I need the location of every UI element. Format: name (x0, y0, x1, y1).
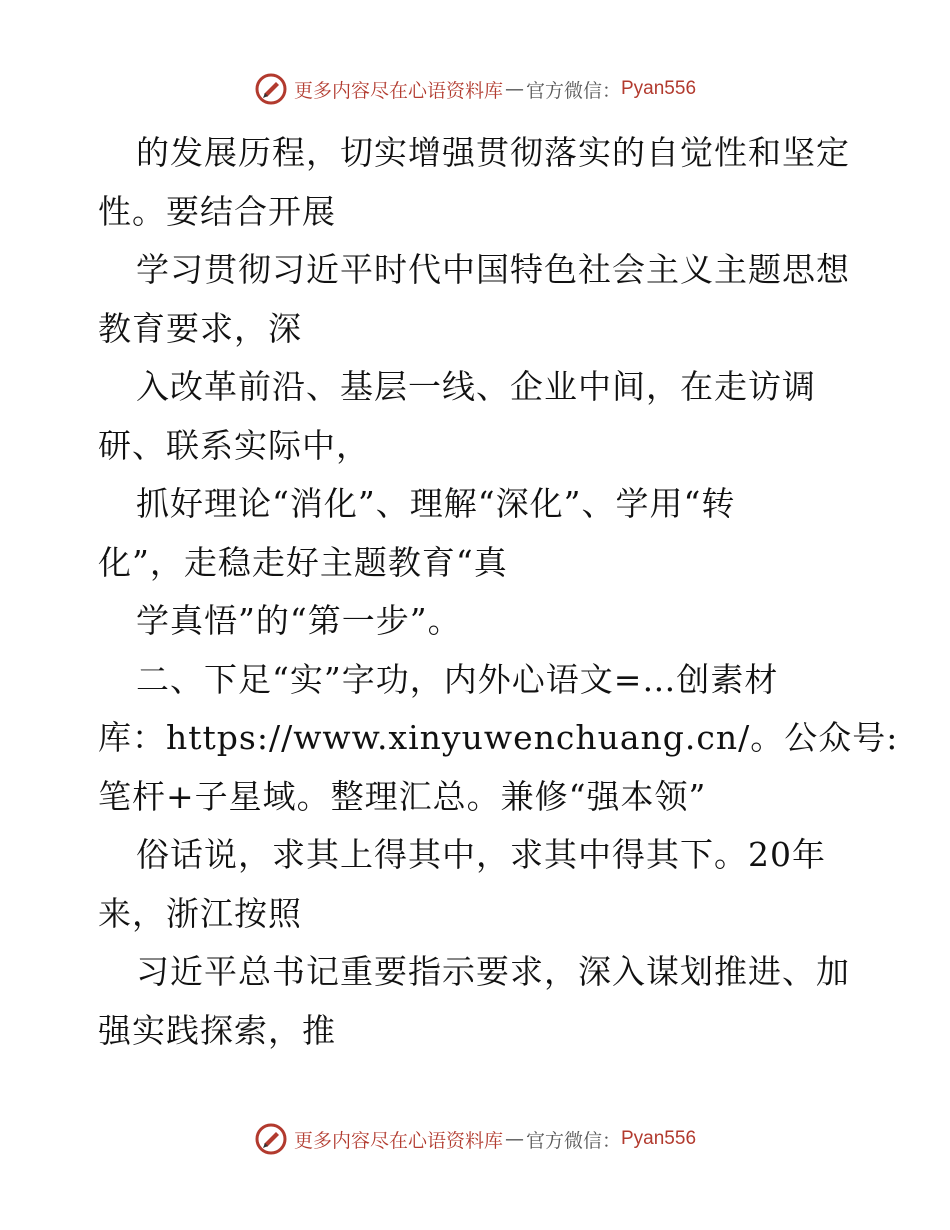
text-line: 研、联系实际中， (98, 425, 370, 465)
document-body (98, 124, 899, 1060)
header-separator: — (504, 78, 524, 100)
text-line: 抓好理论“消化”、理解“深化”、学用“转 (136, 484, 736, 523)
header-wechat-label: 官方微信： (525, 79, 621, 102)
footer-wechat-id: Pyan556 (621, 1128, 697, 1149)
brand-logo-icon (254, 72, 288, 106)
text-line: 的发展历程，切实增强贯彻落实的自觉性和坚定 (136, 133, 850, 172)
header-brand-text: 更多内容尽在心语资料库 (293, 79, 503, 102)
text-line: 入改革前沿、基层一线、企业中间，在走访调 (136, 367, 816, 406)
text-line: 学习贯彻习近平时代中国特色社会主义主题思想 (136, 250, 850, 289)
text-line: 习近平总书记重要指示要求，深入谋划推进、加 (136, 952, 850, 991)
page-header-banner (0, 72, 950, 106)
text-line: 库：https://www.xinyuwenchuang.cn/。公众号: (98, 718, 899, 757)
text-line: 化”，走稳走好主题教育“真 (98, 542, 508, 582)
brand-logo-icon (254, 1122, 288, 1156)
page-footer-banner (0, 1122, 950, 1156)
footer-brand-text: 更多内容尽在心语资料库 (293, 1129, 503, 1152)
text-line: 性。要结合开展 (98, 191, 336, 231)
footer-separator: — (504, 1128, 524, 1150)
footer-wechat-label: 官方微信： (525, 1129, 621, 1152)
text-line: 学真悟”的“第一步”。 (136, 601, 462, 640)
text-line: 二、下足“实”字功，内外心语文=…创素材 (136, 659, 779, 699)
text-line: 来，浙江按照 (98, 893, 302, 933)
text-line: 俗话说，求其上得其中，求其中得其下。20年 (136, 835, 826, 874)
text-line: 强实践探索，推 (98, 1010, 336, 1050)
text-line: 笔杆+子星域。整理汇总。兼修“强本领” (98, 776, 707, 816)
header-wechat-id: Pyan556 (621, 78, 697, 99)
text-line: 教育要求，深 (98, 308, 302, 348)
